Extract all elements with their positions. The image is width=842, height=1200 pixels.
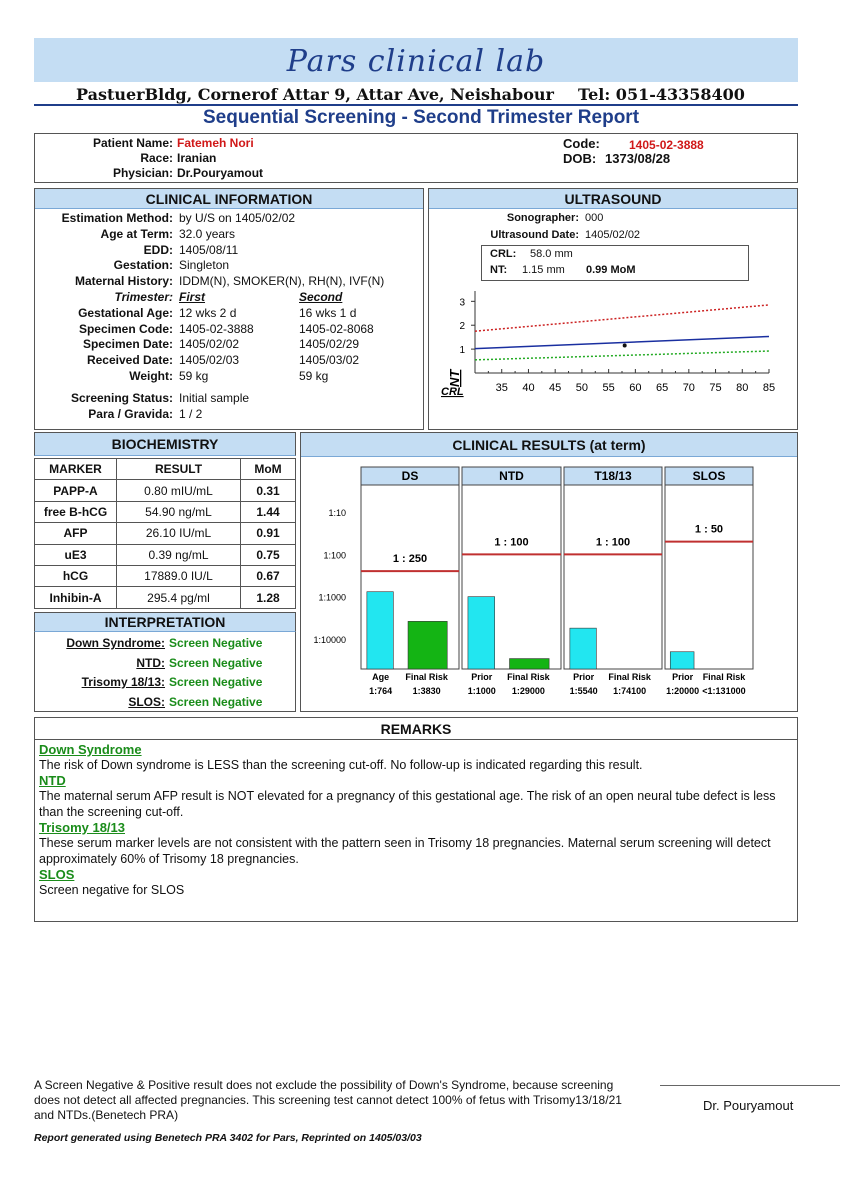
remarks-panel <box>34 717 798 922</box>
prior-risk-bar <box>367 592 393 669</box>
clinical-value-second: Second <box>299 290 343 304</box>
interpretation-box <box>34 632 296 712</box>
us-date-value: 1405/02/02 <box>585 229 641 241</box>
marker-table <box>34 458 296 609</box>
risk-y-label: 1:1000 <box>318 592 346 603</box>
risk-bar-label: Prior <box>672 672 694 682</box>
marker-row <box>35 480 296 501</box>
y-tick-label: 3 <box>459 297 465 309</box>
marker-name: hCG <box>35 565 117 586</box>
marker-row <box>35 544 296 565</box>
nt-series-line-1 <box>475 336 769 348</box>
risk-bar-label: Final Risk <box>405 672 448 682</box>
crl-nt-box <box>481 245 749 281</box>
clinical-value-ga2: 16 wks 1 d <box>299 305 357 320</box>
clinical-value-wt2: 59 kg <box>299 369 329 383</box>
prior-risk-bar <box>468 597 495 669</box>
nt-series-line-0 <box>475 305 769 331</box>
marker-name: uE3 <box>35 544 117 565</box>
clinical-value-wt1: 59 kg <box>179 369 209 383</box>
clinical-value-gestation: Singleton <box>179 258 230 273</box>
risk-bar-label: Final Risk <box>608 672 651 682</box>
lab-header-banner <box>34 38 798 82</box>
patient-name-label: Patient Name: <box>92 136 173 150</box>
marker-result: 0.80 mIU/mL <box>117 480 241 501</box>
clinical-label-age: Age at Term: <box>100 226 173 241</box>
dob-label: DOB: <box>563 151 597 166</box>
biochemistry-panel <box>34 432 296 712</box>
clinical-value-first: First <box>179 290 206 304</box>
marker-result: 0.39 ng/mL <box>117 544 241 565</box>
interp-value: Screen Negative <box>169 636 263 650</box>
mom-header: MoM <box>241 459 296 480</box>
clinical-value-status: Initial sample <box>179 391 250 405</box>
y-axis-label: NT <box>447 369 462 387</box>
risk-chart <box>301 457 797 711</box>
clinical-label-gestation: Gestation: <box>113 258 173 273</box>
interp-value: Screen Negative <box>169 675 263 689</box>
interp-label: Down Syndrome: <box>66 636 165 650</box>
clinical-label-spc: Specimen Code: <box>78 321 173 336</box>
cutoff-label: 1 : 50 <box>694 523 724 536</box>
nt-mom-value: 0.99 MoM <box>586 264 636 276</box>
race-label: Race: <box>140 151 173 165</box>
remarks-title: REMARKS <box>35 718 797 740</box>
sonographer-label: Sonographer: <box>506 212 579 224</box>
ultrasound-panel <box>428 188 798 430</box>
clinical-value-age: 32.0 years <box>179 226 236 241</box>
risk-panel-title: DS <box>401 469 419 483</box>
marker-name: PAPP-A <box>35 480 117 501</box>
y-tick-label: 2 <box>459 321 465 333</box>
dob-value: 1373/08/28 <box>605 151 671 166</box>
clinical-label-spd: Specimen Date: <box>82 337 173 352</box>
remark-heading: SLOS <box>39 867 75 882</box>
x-tick-label: 85 <box>762 382 776 394</box>
physician-value: Dr.Pouryamout <box>177 166 264 180</box>
ultrasound-title: ULTRASOUND <box>429 189 797 209</box>
marker-row <box>35 587 296 608</box>
marker-mom: 0.91 <box>241 523 296 544</box>
x-tick-label: 45 <box>549 382 562 394</box>
physician-label: Physician: <box>112 166 173 180</box>
remark-text: The maternal serum AFP result is NOT elevated for a pregnancy of this gestational age. The risk of an open neural tube defect is less than the screening cut-off. <box>39 789 776 819</box>
marker-result: 17889.0 IU/L <box>117 565 241 586</box>
prior-risk-bar <box>570 628 596 669</box>
clinical-value-spc2: 1405-02-8068 <box>299 321 374 336</box>
clinical-value-estimation: by U/S on 1405/02/02 <box>179 211 296 225</box>
marker-row <box>35 565 296 586</box>
interp-label: NTD: <box>136 655 165 670</box>
risk-bar-label: Final Risk <box>507 672 550 682</box>
signature-line <box>660 1085 840 1086</box>
x-tick-label: 60 <box>629 382 642 394</box>
patient-name: Fatemeh Nori <box>177 136 254 150</box>
risk-bar-value: <1:131000 <box>702 686 746 696</box>
lab-address: PastuerBldg, Cornerof Attar 9, Attar Ave, Neishabour <box>76 85 554 104</box>
risk-bar-value: 1:764 <box>369 686 393 696</box>
risk-bar-label: Prior <box>471 672 493 682</box>
marker-name: AFP <box>35 523 117 544</box>
clinical-value-spd1: 1405/02/02 <box>179 337 240 352</box>
header-divider <box>34 104 798 106</box>
y-tick-label: 1 <box>459 345 465 357</box>
risk-y-label: 1:10 <box>328 508 346 518</box>
marker-mom: 1.44 <box>241 501 296 522</box>
x-tick-label: 75 <box>709 382 722 394</box>
x-tick-label: 35 <box>495 382 508 394</box>
clinical-label-history: Maternal History: <box>74 274 173 289</box>
lab-phone: Tel: 051-43358400 <box>578 85 745 104</box>
remark-text: Screen negative for SLOS <box>39 883 185 897</box>
clinical-value-spc1: 1405-02-3888 <box>179 321 254 336</box>
risk-panel-3 <box>665 467 753 669</box>
clinical-value-para: 1 / 2 <box>179 407 203 421</box>
remark-heading: Down Syndrome <box>39 742 142 757</box>
marker-mom: 0.67 <box>241 565 296 586</box>
nt-label: NT: <box>490 264 508 276</box>
risk-bar-value: 1:74100 <box>613 686 647 696</box>
risk-bar-value: 1:5540 <box>569 686 598 696</box>
footer-disclaimer: A Screen Negative & Positive result does not exclude the possibility of Down's Syndrome, because screening does not detect all affected pregnancies. This screening test cannot detect 100% of fetus with Trisomy13/18/21 and NTDs.(Benetech PRA) <box>34 1078 622 1122</box>
clinical-label-ga: Gestational Age: <box>78 305 173 320</box>
result-header: RESULT <box>117 459 241 480</box>
report-title: Sequential Screening - Second Trimester Report <box>202 107 640 128</box>
remark-text: The risk of Down syndrome is LESS than the screening cut-off. No follow-up is indicated regarding this result. <box>39 758 643 772</box>
nt-series-line-2 <box>475 351 769 360</box>
marker-row <box>35 501 296 522</box>
patient-info-box <box>34 133 798 183</box>
clinical-results-panel <box>300 432 798 712</box>
risk-panel-title: NTD <box>499 469 524 483</box>
remark-text: These serum marker levels are not consistent with the pattern seen in Trisomy 18 pregnancies. Maternal serum screening will detect approximately 60% of Trisomy 18 pregnancies. <box>39 836 771 866</box>
clinical-label-estimation: Estimation Method: <box>61 211 173 225</box>
remark-heading: Trisomy 18/13 <box>39 820 125 835</box>
marker-name: free B-hCG <box>35 501 117 522</box>
sonographer-value: 000 <box>585 212 604 224</box>
risk-bar-value: 1:29000 <box>511 686 545 696</box>
x-tick-label: 40 <box>522 382 535 394</box>
interp-value: Screen Negative <box>169 655 263 670</box>
marker-mom: 0.75 <box>241 544 296 565</box>
clinical-label-trimester: Trimester: <box>114 290 173 304</box>
risk-bar-label: Age <box>372 672 390 682</box>
clinical-info-title: CLINICAL INFORMATION <box>35 189 423 209</box>
x-tick-label: 55 <box>602 382 615 394</box>
marker-name: Inhibin-A <box>35 587 117 608</box>
clinical-results-title: CLINICAL RESULTS (at term) <box>301 433 797 457</box>
clinical-value-history: IDDM(N), SMOKER(N), RH(N), IVF(N) <box>179 274 385 289</box>
clinical-label-status: Screening Status: <box>70 391 173 405</box>
clinical-label-edd: EDD: <box>143 242 173 257</box>
lab-logo-text: Pars clinical lab <box>286 44 546 79</box>
marker-result: 26.10 IU/mL <box>117 523 241 544</box>
biochemistry-title: BIOCHEMISTRY <box>34 432 296 456</box>
marker-header: MARKER <box>35 459 117 480</box>
nt-crl-chart <box>429 287 797 417</box>
risk-bar-value: 1:3830 <box>412 686 441 696</box>
crl-value: 58.0 mm <box>530 248 573 260</box>
interpretation-title: INTERPRETATION <box>34 612 296 632</box>
risk-bar-value: 1:1000 <box>467 686 496 696</box>
cutoff-label: 1 : 100 <box>595 536 631 549</box>
nt-value: 1.15 mm <box>522 264 565 276</box>
clinical-value-rcv2: 1405/03/02 <box>299 353 360 368</box>
risk-y-label: 1:100 <box>323 550 346 561</box>
marker-row <box>35 523 296 544</box>
us-date-label: Ultrasound Date: <box>490 229 579 241</box>
signature-name: Dr. Pouryamout <box>703 1098 794 1113</box>
footer-generated-note: Report generated using Benetech PRA 3402 for Pars, Reprinted on 1405/03/03 <box>34 1132 422 1144</box>
marker-result: 295.4 pg/ml <box>117 587 241 608</box>
risk-bar-label: Final Risk <box>702 672 746 682</box>
interp-label: Trisomy 18/13: <box>81 675 165 689</box>
code-value: 1405-02-3888 <box>629 138 704 152</box>
clinical-label-para: Para / Gravida: <box>88 407 173 421</box>
risk-bar-label: Prior <box>573 672 595 682</box>
marker-result: 54.90 ng/mL <box>117 501 241 522</box>
clinical-label-rcv: Received Date: <box>86 353 173 368</box>
x-tick-label: 65 <box>655 382 669 394</box>
final-risk-bar <box>510 659 550 669</box>
clinical-value-edd: 1405/08/11 <box>179 242 239 257</box>
x-tick-label: 70 <box>682 382 695 394</box>
race-value: Iranian <box>177 151 217 165</box>
clinical-value-rcv1: 1405/02/03 <box>179 353 240 368</box>
interp-value: Screen Negative <box>169 694 263 709</box>
clinical-value-spd2: 1405/02/29 <box>299 337 360 352</box>
clinical-value-ga1: 12 wks 2 d <box>179 305 237 320</box>
risk-bar-value: 1:20000 <box>666 686 700 696</box>
remark-heading: NTD <box>39 773 66 788</box>
interp-label: SLOS: <box>128 694 165 709</box>
cutoff-label: 1 : 250 <box>392 553 428 566</box>
patient-nt-point <box>623 344 627 348</box>
clinical-information-panel <box>34 188 424 430</box>
cutoff-label: 1 : 100 <box>494 536 529 549</box>
x-axis-label: CRL <box>441 386 464 398</box>
code-label: Code: <box>563 136 600 151</box>
final-risk-bar <box>408 621 447 669</box>
x-tick-label: 80 <box>736 382 749 394</box>
clinical-label-wt: Weight: <box>129 369 173 383</box>
marker-mom: 0.31 <box>241 480 296 501</box>
x-tick-label: 50 <box>575 382 589 394</box>
prior-risk-bar <box>670 652 694 669</box>
crl-label: CRL: <box>490 248 517 260</box>
marker-mom: 1.28 <box>241 587 296 608</box>
risk-panel-title: SLOS <box>692 469 726 483</box>
risk-y-label: 1:10000 <box>313 635 346 645</box>
risk-panel-title: T18/13 <box>594 469 632 483</box>
